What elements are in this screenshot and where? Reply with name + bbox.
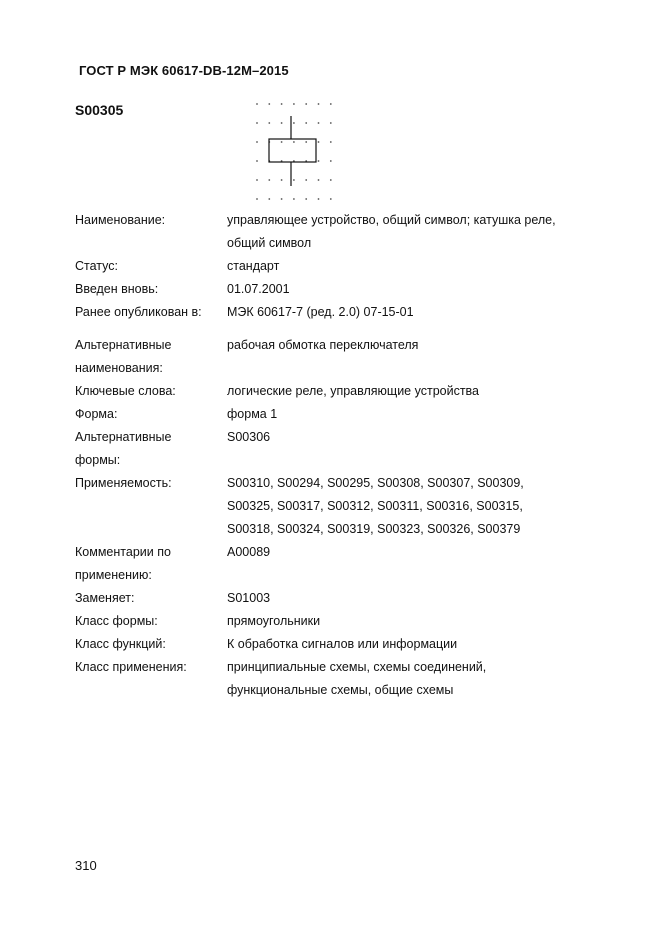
attribute-row [75, 209, 615, 255]
attribute-value-line: рабочая обмотка переключателя [227, 338, 419, 352]
attribute-label [75, 209, 227, 255]
attribute-row [75, 380, 615, 403]
attribute-label-line: Альтернативные [75, 338, 172, 352]
grid-dot [281, 141, 283, 143]
symbol-coil-rectangle [269, 139, 316, 162]
attribute-label-line: Ключевые слова: [75, 384, 176, 398]
attribute-value-line: S00306 [227, 430, 271, 444]
grid-dot [318, 122, 320, 124]
attribute-row [75, 403, 615, 426]
attribute-value [227, 610, 615, 633]
attribute-value [227, 380, 615, 403]
grid-dot [305, 141, 307, 143]
attribute-value-line: S00318, S00324, S00319, S00323, S00326, S00379 [227, 522, 521, 536]
attribute-label-line: Комментарии по [75, 545, 171, 559]
grid-dot [256, 179, 258, 181]
attribute-row [75, 334, 615, 380]
grid-dot [330, 179, 332, 181]
grid-dot [293, 122, 295, 124]
page-number: 310 [75, 858, 97, 873]
attribute-value-line: A00089 [227, 545, 271, 559]
grid-dot [293, 103, 295, 105]
attribute-label [75, 380, 227, 403]
attribute-value-line: S00310, S00294, S00295, S00308, S00307, S00309, [227, 476, 524, 490]
attribute-label-line: Класс применения: [75, 660, 187, 674]
attribute-value-line: К обработка сигналов или информации [227, 637, 458, 651]
grid-dot [330, 141, 332, 143]
grid-dot [318, 179, 320, 181]
relay-coil-symbol-icon [252, 100, 336, 204]
attribute-label [75, 656, 227, 702]
attribute-value-line: S00325, S00317, S00312, S00311, S00316, S00315, [227, 499, 523, 513]
attribute-value-line: общий символ [227, 236, 312, 250]
grid-dot [281, 198, 283, 200]
attribute-label [75, 587, 227, 610]
attribute-label-line: наименования: [75, 361, 163, 375]
attribute-row [75, 301, 615, 324]
attribute-row [75, 541, 615, 587]
attribute-row [75, 278, 615, 301]
attribute-row [75, 633, 615, 656]
attribute-value [227, 633, 615, 656]
attribute-label [75, 334, 227, 380]
attribute-value [227, 334, 615, 380]
attribute-label [75, 541, 227, 587]
grid-dot [293, 141, 295, 143]
grid-dot [281, 179, 283, 181]
attribute-value-line: S01003 [227, 591, 271, 605]
attribute-label-line: Применяемость: [75, 476, 172, 490]
attribute-value [227, 587, 615, 610]
grid-dots [256, 103, 332, 200]
grid-dot [256, 198, 258, 200]
grid-dot [281, 122, 283, 124]
grid-dot [305, 103, 307, 105]
attribute-value [227, 426, 615, 472]
grid-dot [330, 198, 332, 200]
grid-dot [268, 179, 270, 181]
attribute-value [227, 255, 615, 278]
attribute-row [75, 426, 615, 472]
grid-dot [305, 122, 307, 124]
grid-dot [256, 160, 258, 162]
attribute-label-line: применению: [75, 568, 152, 582]
attribute-value-line: принципиальные схемы, схемы соединений, [227, 660, 487, 674]
attribute-label [75, 472, 227, 541]
attribute-row [75, 610, 615, 633]
attribute-value [227, 209, 615, 255]
attribute-label [75, 255, 227, 278]
attribute-label-line: формы: [75, 453, 121, 467]
attribute-label-line: Наименование: [75, 213, 166, 227]
attribute-row [75, 472, 615, 541]
attribute-label-line: Введен вновь: [75, 282, 159, 296]
attribute-row [75, 587, 615, 610]
attribute-label [75, 610, 227, 633]
attribute-value [227, 403, 615, 426]
grid-dot [305, 179, 307, 181]
attribute-label-line: Класс формы: [75, 614, 158, 628]
attribute-label [75, 278, 227, 301]
grid-dot [330, 160, 332, 162]
attribute-label-line: Альтернативные [75, 430, 172, 444]
attribute-label [75, 633, 227, 656]
grid-dot [268, 122, 270, 124]
attribute-row [75, 656, 615, 702]
attribute-value-line: форма 1 [227, 407, 278, 421]
grid-dot [256, 141, 258, 143]
attribute-value-line: стандарт [227, 259, 280, 273]
attribute-value-line: 01.07.2001 [227, 282, 290, 296]
grid-dot [318, 141, 320, 143]
attribute-table [75, 209, 615, 702]
attribute-value [227, 278, 615, 301]
attribute-label-line: Статус: [75, 259, 118, 273]
document-header: ГОСТ Р МЭК 60617-DB-12M–2015 [79, 63, 289, 78]
grid-dot [281, 103, 283, 105]
symbol-code: S00305 [75, 102, 124, 118]
grid-dot [256, 103, 258, 105]
attribute-label-line: Заменяет: [75, 591, 135, 605]
grid-dot [330, 103, 332, 105]
grid-dot [330, 122, 332, 124]
attribute-label-line: Ранее опубликован в: [75, 305, 202, 319]
attribute-value-line: функциональные схемы, общие схемы [227, 683, 454, 697]
grid-dot [293, 179, 295, 181]
grid-dot [318, 198, 320, 200]
attribute-label-line: Форма: [75, 407, 118, 421]
attribute-value-line: МЭК 60617-7 (ред. 2.0) 07-15-01 [227, 305, 414, 319]
attribute-value-line: прямоугольники [227, 614, 321, 628]
grid-dot [256, 122, 258, 124]
attribute-label [75, 403, 227, 426]
attribute-value-line: управляющее устройство, общий символ; катушка реле, [227, 213, 556, 227]
attribute-value [227, 472, 615, 541]
grid-dot [268, 103, 270, 105]
grid-dot [305, 198, 307, 200]
attribute-value-line: логические реле, управляющие устройства [227, 384, 480, 398]
attribute-label-line: Класс функций: [75, 637, 166, 651]
attribute-row [75, 255, 615, 278]
attribute-value [227, 541, 615, 587]
grid-dot [268, 198, 270, 200]
grid-dot [318, 103, 320, 105]
attribute-value [227, 301, 615, 324]
grid-dot [293, 198, 295, 200]
attribute-label [75, 301, 227, 324]
attribute-value [227, 656, 615, 702]
grid-dot [318, 160, 320, 162]
attribute-label [75, 426, 227, 472]
